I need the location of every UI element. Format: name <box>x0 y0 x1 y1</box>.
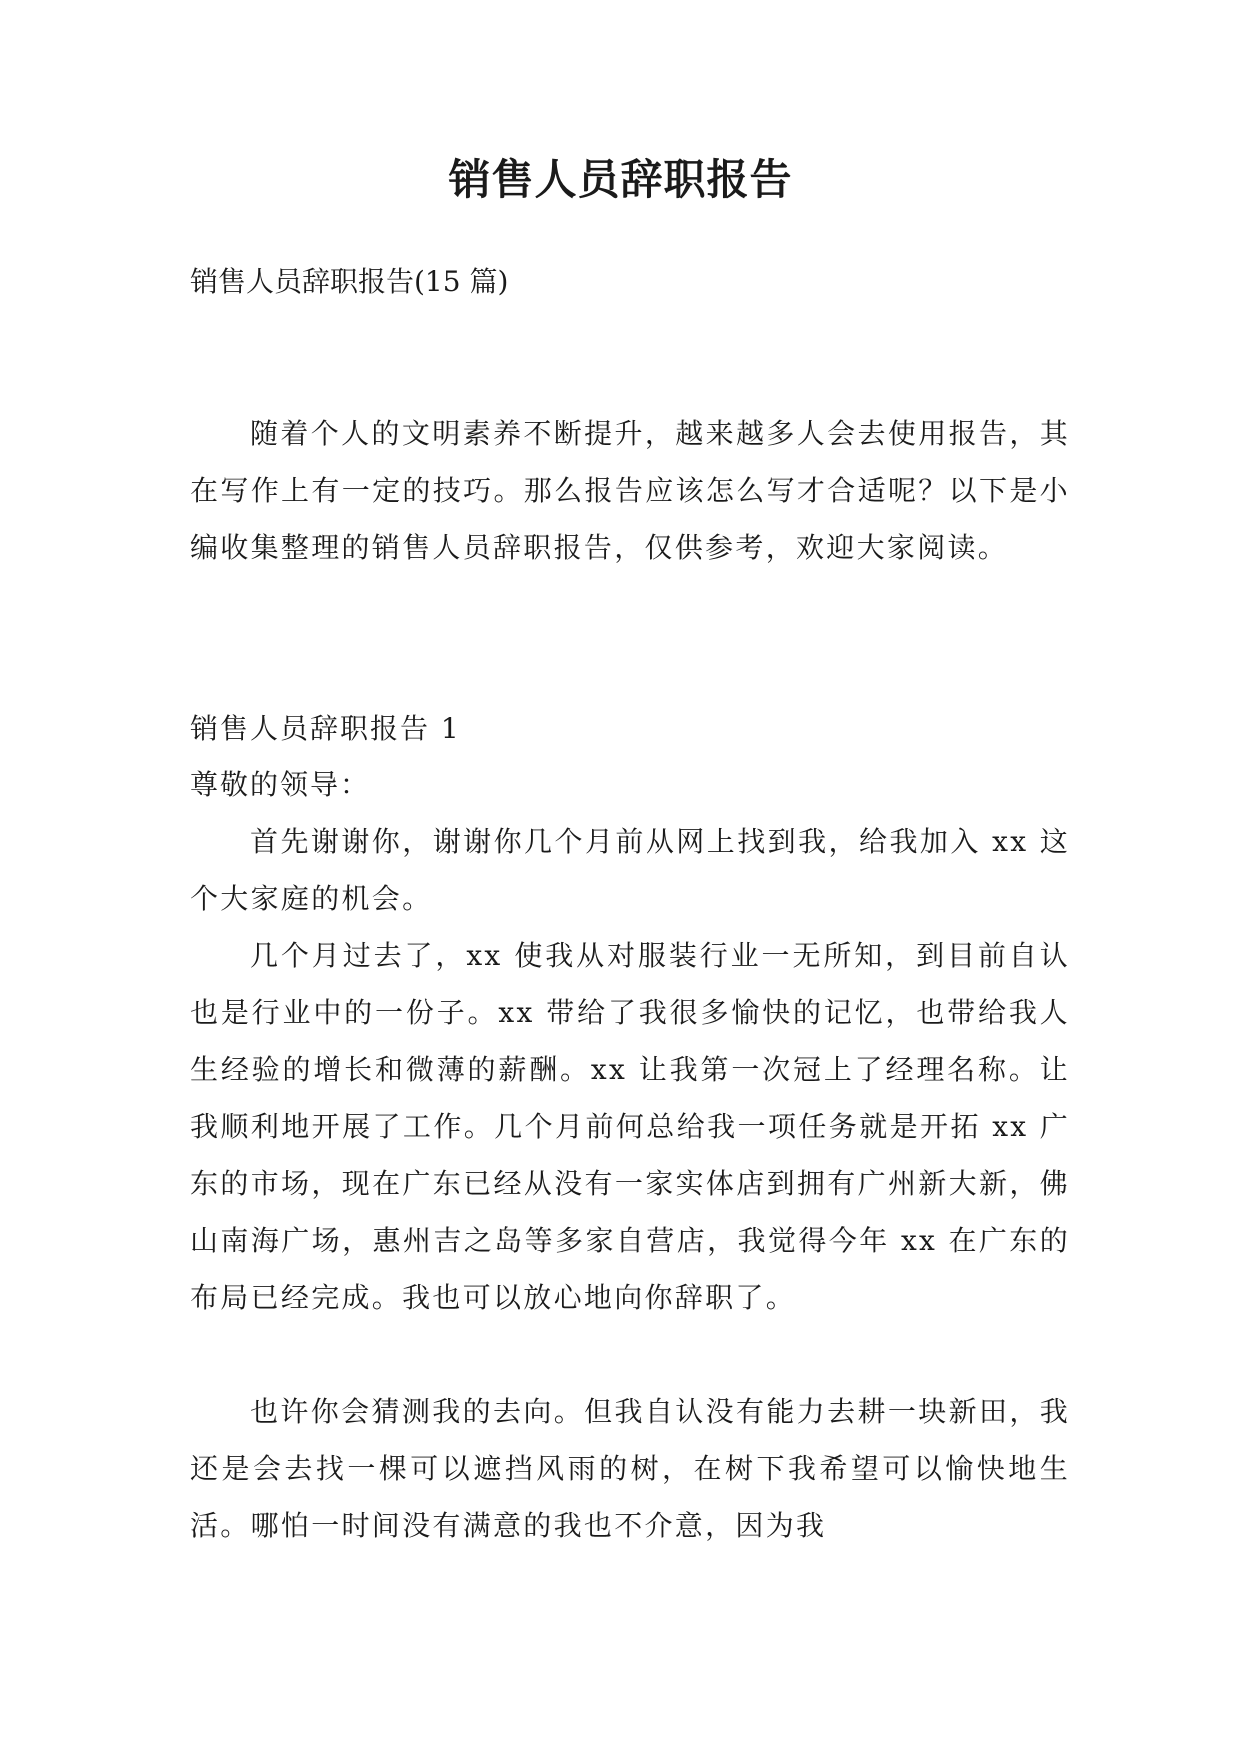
document-title: 销售人员辞职报告 <box>448 155 793 204</box>
section-heading: 销售人员辞职报告 1 <box>190 712 461 745</box>
body-paragraph: 几个月过去了，xx 使我从对服装行业一无所知，到目前自认也是行业中的一份子。xx 带给了我很多愉快的记忆，也带给我人生经验的增长和微薄的薪酬。xx 让我第一次冠上了经理名称。让我顺利地开展了工作。几个月前何总给我一项任务就是开拓 xx 广东的市场，现在广东已经从没有一家实体店到拥有广州新大新，佛山南海广场，惠州吉之岛等多家自营店，我觉得今年 xx 在广东的布局已经完成。我也可以放心地向你辞职了。 <box>190 939 1070 1314</box>
body-paragraph: 也许你会猜测我的去向。但我自认没有能力去耕一块新田，我还是会去找一棵可以遮挡风雨的树，在树下我希望可以愉快地生活。哪怕一时间没有满意的我也不介意，因为我 <box>190 1395 1070 1542</box>
document-subtitle: 销售人员辞职报告(15 篇) <box>190 265 509 298</box>
salutation: 尊敬的领导： <box>190 768 371 801</box>
body-paragraph: 首先谢谢你，谢谢你几个月前从网上找到我，给我加入 xx 这个大家庭的机会。 <box>190 825 1070 915</box>
intro-paragraph: 随着个人的文明素养不断提升，越来越多人会去使用报告，其在写作上有一定的技巧。那么报告应该怎么写才合适呢？以下是小编收集整理的销售人员辞职报告，仅供参考，欢迎大家阅读。 <box>190 417 1070 564</box>
